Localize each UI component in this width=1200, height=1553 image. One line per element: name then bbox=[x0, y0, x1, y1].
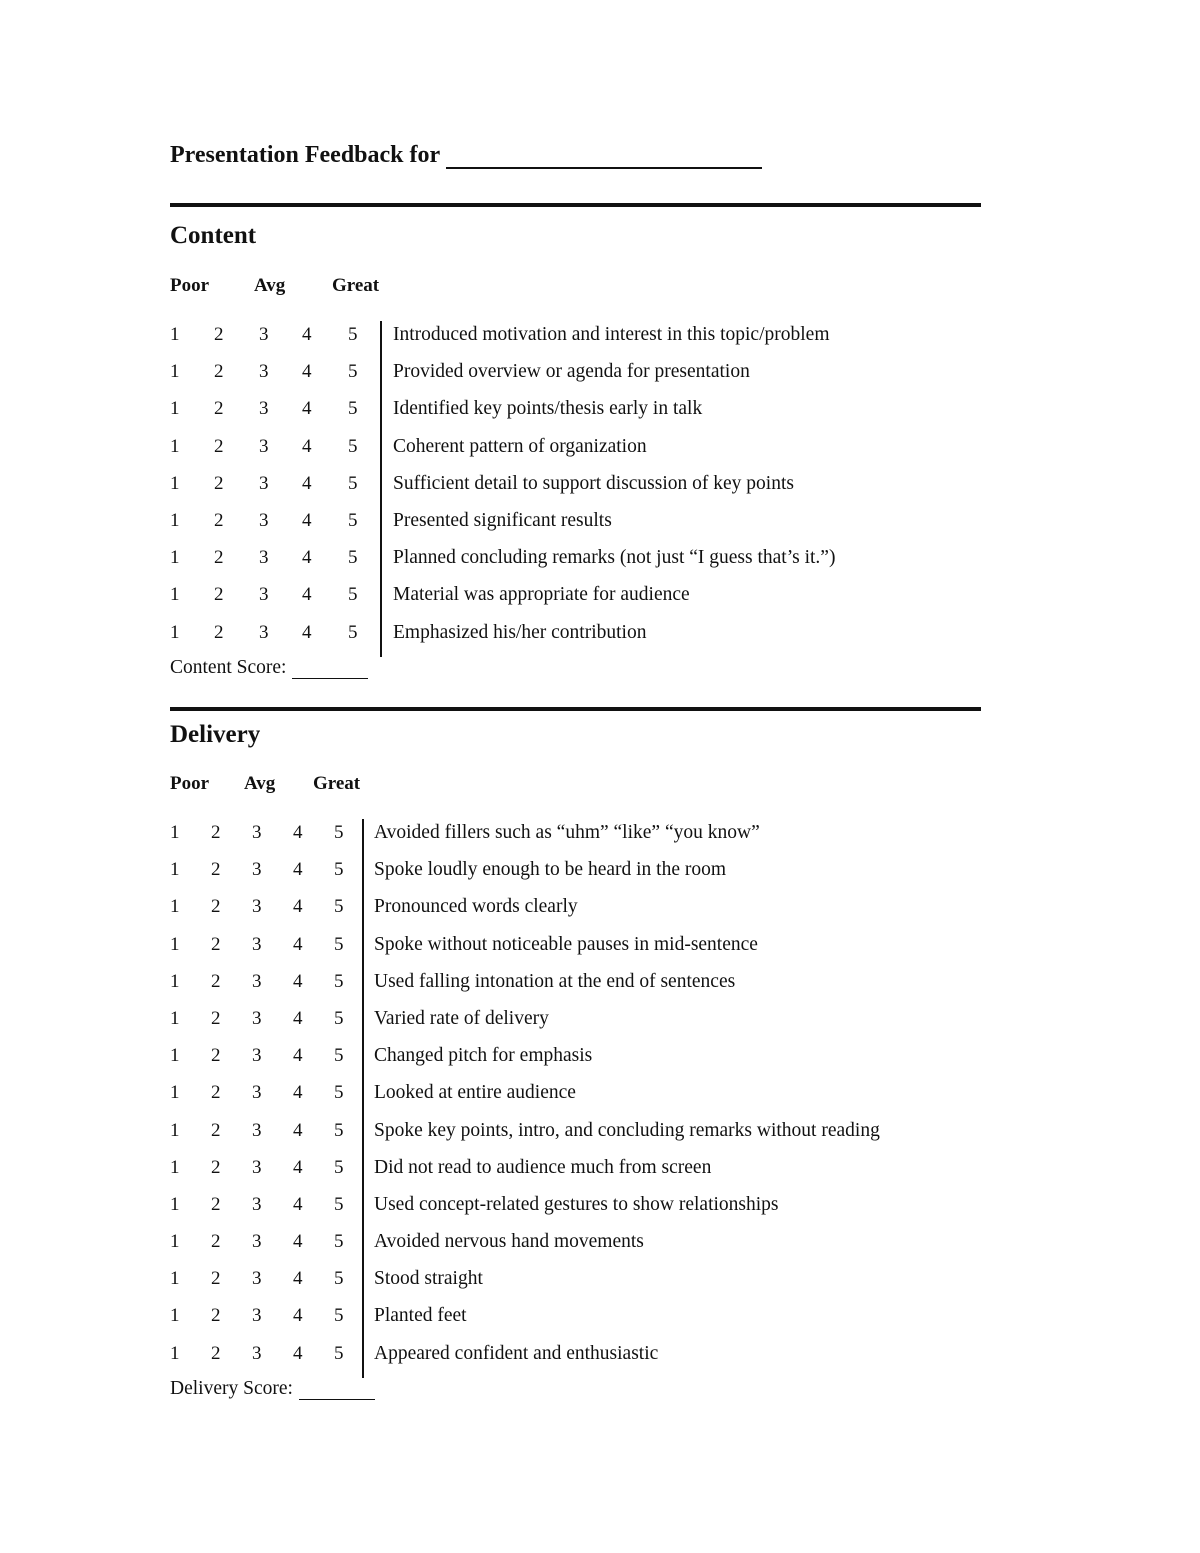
rating-option-2[interactable]: 2 bbox=[211, 933, 221, 955]
rating-option-5[interactable]: 5 bbox=[334, 1193, 344, 1215]
criterion-label: Coherent pattern of organization bbox=[393, 435, 647, 457]
rating-option-3[interactable]: 3 bbox=[252, 933, 262, 955]
rating-option-3[interactable]: 3 bbox=[252, 1305, 262, 1327]
row-divider bbox=[362, 856, 364, 894]
rating-option-1[interactable]: 1 bbox=[170, 472, 180, 494]
rating-option-5[interactable]: 5 bbox=[334, 1305, 344, 1327]
rating-option-1[interactable]: 1 bbox=[170, 1305, 180, 1327]
row-divider bbox=[362, 931, 364, 969]
rating-option-5[interactable]: 5 bbox=[348, 361, 358, 383]
rating-option-3[interactable]: 3 bbox=[252, 1342, 262, 1364]
rating-option-1[interactable]: 1 bbox=[170, 1045, 180, 1067]
rating-option-3[interactable]: 3 bbox=[259, 398, 269, 420]
criterion-label: Spoke without noticeable pauses in mid-sentence bbox=[374, 933, 758, 955]
page-title bbox=[170, 142, 762, 169]
rating-option-1[interactable]: 1 bbox=[170, 324, 180, 345]
rating-option-1[interactable]: 1 bbox=[170, 822, 180, 843]
rating-option-1[interactable]: 1 bbox=[170, 1156, 180, 1178]
rating-option-2[interactable]: 2 bbox=[214, 361, 224, 383]
row-divider bbox=[362, 1340, 364, 1378]
rating-option-2[interactable]: 2 bbox=[211, 1193, 221, 1215]
rating-option-4[interactable]: 4 bbox=[293, 1156, 303, 1178]
rating-option-3[interactable]: 3 bbox=[252, 1268, 262, 1290]
row-divider bbox=[362, 1005, 364, 1043]
rating-option-5[interactable]: 5 bbox=[348, 398, 358, 420]
scale-label-great: Great bbox=[332, 275, 380, 296]
rating-option-2[interactable]: 2 bbox=[211, 822, 221, 843]
row-divider bbox=[380, 581, 382, 619]
row-divider bbox=[380, 358, 382, 396]
row-divider bbox=[362, 1154, 364, 1192]
rating-option-1[interactable]: 1 bbox=[170, 970, 180, 992]
rating-option-3[interactable]: 3 bbox=[259, 509, 269, 531]
rating-option-1[interactable]: 1 bbox=[170, 1268, 180, 1290]
rating-option-1[interactable]: 1 bbox=[170, 1231, 180, 1253]
rating-option-5[interactable]: 5 bbox=[334, 1268, 344, 1290]
rating-option-4[interactable]: 4 bbox=[293, 933, 303, 955]
delivery-score bbox=[170, 1378, 375, 1400]
rating-option-4[interactable]: 4 bbox=[293, 1193, 303, 1215]
rating-option-3[interactable]: 3 bbox=[259, 435, 269, 457]
content-score bbox=[170, 657, 368, 679]
rating-option-5[interactable]: 5 bbox=[334, 1119, 344, 1141]
row-divider bbox=[362, 1117, 364, 1155]
rating-option-5[interactable]: 5 bbox=[348, 472, 358, 494]
criterion-label: Changed pitch for emphasis bbox=[374, 1045, 593, 1067]
criterion-label: Spoke loudly enough to be heard in the room bbox=[374, 859, 727, 881]
scale-label-poor: Poor bbox=[170, 275, 210, 296]
rating-option-2[interactable]: 2 bbox=[211, 1045, 221, 1067]
rating-option-5[interactable]: 5 bbox=[348, 621, 358, 643]
rating-option-5[interactable]: 5 bbox=[348, 509, 358, 531]
scale-label-avg: Avg bbox=[254, 275, 286, 296]
presenter-name-blank[interactable] bbox=[446, 145, 762, 169]
rating-option-2[interactable]: 2 bbox=[211, 859, 221, 881]
rating-option-4[interactable]: 4 bbox=[293, 1342, 303, 1364]
rating-option-4[interactable]: 4 bbox=[302, 398, 312, 420]
criterion-label: Introduced motivation and interest in this topic/problem bbox=[393, 324, 830, 345]
row-divider bbox=[362, 1265, 364, 1303]
criterion-label: Varied rate of delivery bbox=[374, 1007, 549, 1029]
rating-option-5[interactable]: 5 bbox=[348, 584, 358, 606]
criterion-label: Looked at entire audience bbox=[374, 1082, 576, 1104]
row-divider bbox=[380, 507, 382, 545]
rating-option-2[interactable]: 2 bbox=[214, 621, 224, 643]
criterion-label: Spoke key points, intro, and concluding remarks without reading bbox=[374, 1119, 880, 1141]
criterion-label: Stood straight bbox=[374, 1268, 483, 1290]
rating-option-2[interactable]: 2 bbox=[214, 398, 224, 420]
rating-option-5[interactable]: 5 bbox=[334, 1342, 344, 1364]
criterion-label: Avoided nervous hand movements bbox=[374, 1231, 644, 1253]
rating-option-3[interactable]: 3 bbox=[252, 1193, 262, 1215]
rating-option-2[interactable]: 2 bbox=[211, 1156, 221, 1178]
row-divider bbox=[362, 1042, 364, 1080]
rating-option-5[interactable]: 5 bbox=[334, 933, 344, 955]
rating-option-2[interactable]: 2 bbox=[211, 1268, 221, 1290]
rating-option-4[interactable]: 4 bbox=[302, 435, 312, 457]
rating-option-5[interactable]: 5 bbox=[348, 435, 358, 457]
scale-label-poor: Poor bbox=[170, 773, 210, 794]
rating-option-1[interactable]: 1 bbox=[170, 1119, 180, 1141]
criterion-label: Material was appropriate for audience bbox=[393, 584, 690, 606]
criterion-label: Presented significant results bbox=[393, 509, 612, 531]
rating-option-4[interactable]: 4 bbox=[293, 1305, 303, 1327]
rating-option-3[interactable]: 3 bbox=[252, 1119, 262, 1141]
row-divider bbox=[380, 395, 382, 433]
rating-option-1[interactable]: 1 bbox=[170, 361, 180, 383]
rating-option-5[interactable]: 5 bbox=[334, 1045, 344, 1067]
rating-option-1[interactable]: 1 bbox=[170, 896, 180, 918]
rating-option-4[interactable]: 4 bbox=[293, 822, 303, 843]
page-title-text: Presentation Feedback for bbox=[170, 142, 441, 168]
rating-option-4[interactable]: 4 bbox=[293, 859, 303, 881]
rating-option-3[interactable]: 3 bbox=[259, 361, 269, 383]
rating-option-5[interactable]: 5 bbox=[334, 859, 344, 881]
row-divider bbox=[362, 968, 364, 1006]
rating-option-5[interactable]: 5 bbox=[334, 1082, 344, 1104]
criterion-label: Appeared confident and enthusiastic bbox=[374, 1342, 659, 1364]
rating-option-4[interactable]: 4 bbox=[302, 361, 312, 383]
criterion-label: Provided overview or agenda for presentation bbox=[393, 361, 750, 383]
criterion-label: Used concept-related gestures to show relationships bbox=[374, 1193, 779, 1215]
scale-label-great: Great bbox=[313, 773, 361, 794]
rating-option-5[interactable]: 5 bbox=[334, 896, 344, 918]
rating-option-4[interactable]: 4 bbox=[302, 472, 312, 494]
rating-option-5[interactable]: 5 bbox=[334, 822, 344, 843]
row-divider bbox=[362, 893, 364, 931]
rating-option-3[interactable]: 3 bbox=[252, 1082, 262, 1104]
section-heading-content: Content bbox=[170, 222, 257, 249]
row-divider bbox=[380, 544, 382, 582]
row-divider bbox=[362, 1079, 364, 1117]
delivery-score-label: Delivery Score: bbox=[170, 1378, 293, 1399]
criterion-label: Avoided fillers such as “uhm” “like” “you know” bbox=[374, 822, 760, 843]
rating-option-3[interactable]: 3 bbox=[252, 970, 262, 992]
rating-option-2[interactable]: 2 bbox=[211, 896, 221, 918]
rating-option-5[interactable]: 5 bbox=[334, 1231, 344, 1253]
scale-label-avg: Avg bbox=[244, 773, 276, 794]
criterion-label: Emphasized his/her contribution bbox=[393, 621, 647, 643]
rating-option-3[interactable]: 3 bbox=[252, 1231, 262, 1253]
rating-option-2[interactable]: 2 bbox=[211, 1007, 221, 1029]
criterion-label: Did not read to audience much from screen bbox=[374, 1156, 712, 1178]
rating-option-2[interactable]: 2 bbox=[214, 472, 224, 494]
content-score-label: Content Score: bbox=[170, 657, 287, 678]
row-divider bbox=[362, 1302, 364, 1340]
criterion-label: Pronounced words clearly bbox=[374, 896, 578, 918]
rating-option-1[interactable]: 1 bbox=[170, 859, 180, 881]
rating-option-5[interactable]: 5 bbox=[334, 970, 344, 992]
row-divider bbox=[380, 433, 382, 471]
rating-option-2[interactable]: 2 bbox=[211, 1119, 221, 1141]
rating-option-3[interactable]: 3 bbox=[259, 621, 269, 643]
rating-option-2[interactable]: 2 bbox=[211, 970, 221, 992]
rating-option-2[interactable]: 2 bbox=[214, 324, 224, 345]
rating-option-4[interactable]: 4 bbox=[293, 1045, 303, 1067]
rating-option-4[interactable]: 4 bbox=[293, 1268, 303, 1290]
rating-option-1[interactable]: 1 bbox=[170, 584, 180, 606]
rating-option-5[interactable]: 5 bbox=[348, 547, 358, 569]
rating-option-3[interactable]: 3 bbox=[252, 1156, 262, 1178]
row-divider bbox=[380, 321, 382, 359]
rating-option-4[interactable]: 4 bbox=[293, 1082, 303, 1104]
rating-option-4[interactable]: 4 bbox=[302, 509, 312, 531]
delivery-score-blank[interactable] bbox=[299, 1381, 375, 1400]
criterion-label: Planned concluding remarks (not just “I guess that’s it.”) bbox=[393, 547, 836, 569]
section-heading-delivery: Delivery bbox=[170, 721, 261, 748]
rating-option-2[interactable]: 2 bbox=[214, 435, 224, 457]
rating-option-4[interactable]: 4 bbox=[293, 1007, 303, 1029]
content-score-blank[interactable] bbox=[292, 660, 368, 679]
rating-option-1[interactable]: 1 bbox=[170, 621, 180, 643]
rating-option-1[interactable]: 1 bbox=[170, 933, 180, 955]
rating-option-4[interactable]: 4 bbox=[302, 584, 312, 606]
rating-option-2[interactable]: 2 bbox=[214, 547, 224, 569]
rating-option-1[interactable]: 1 bbox=[170, 547, 180, 569]
rating-option-3[interactable]: 3 bbox=[259, 584, 269, 606]
rating-option-2[interactable]: 2 bbox=[211, 1082, 221, 1104]
rating-option-4[interactable]: 4 bbox=[302, 324, 312, 345]
rating-option-1[interactable]: 1 bbox=[170, 509, 180, 531]
rating-option-1[interactable]: 1 bbox=[170, 1007, 180, 1029]
row-divider bbox=[380, 619, 382, 657]
rating-option-5[interactable]: 5 bbox=[334, 1007, 344, 1029]
criterion-label: Used falling intonation at the end of sentences bbox=[374, 970, 736, 992]
rating-option-4[interactable]: 4 bbox=[293, 1231, 303, 1253]
row-divider bbox=[380, 470, 382, 508]
rating-option-1[interactable]: 1 bbox=[170, 1082, 180, 1104]
rating-option-3[interactable]: 3 bbox=[259, 547, 269, 569]
rating-option-1[interactable]: 1 bbox=[170, 435, 180, 457]
rating-option-3[interactable]: 3 bbox=[259, 324, 269, 345]
rating-option-4[interactable]: 4 bbox=[302, 547, 312, 569]
rating-option-4[interactable]: 4 bbox=[293, 970, 303, 992]
rating-option-4[interactable]: 4 bbox=[293, 1119, 303, 1141]
rating-option-2[interactable]: 2 bbox=[211, 1342, 221, 1364]
rating-option-3[interactable]: 3 bbox=[259, 472, 269, 494]
row-divider bbox=[362, 1191, 364, 1229]
rating-option-3[interactable]: 3 bbox=[252, 896, 262, 918]
rating-option-1[interactable]: 1 bbox=[170, 1193, 180, 1215]
rating-option-1[interactable]: 1 bbox=[170, 398, 180, 420]
rating-option-2[interactable]: 2 bbox=[214, 584, 224, 606]
rating-option-4[interactable]: 4 bbox=[302, 621, 312, 643]
section-divider-delivery bbox=[170, 707, 981, 711]
rating-option-5[interactable]: 5 bbox=[334, 1156, 344, 1178]
rating-option-5[interactable]: 5 bbox=[348, 324, 358, 345]
criterion-label: Sufficient detail to support discussion of key points bbox=[393, 472, 794, 494]
rating-option-2[interactable]: 2 bbox=[214, 509, 224, 531]
rating-option-1[interactable]: 1 bbox=[170, 1342, 180, 1364]
section-divider-content bbox=[170, 203, 981, 207]
rating-option-3[interactable]: 3 bbox=[252, 859, 262, 881]
criterion-label: Planted feet bbox=[374, 1305, 467, 1327]
criterion-label: Identified key points/thesis early in talk bbox=[393, 398, 703, 420]
rating-option-4[interactable]: 4 bbox=[293, 896, 303, 918]
rating-option-3[interactable]: 3 bbox=[252, 822, 262, 843]
rating-option-3[interactable]: 3 bbox=[252, 1007, 262, 1029]
row-divider bbox=[362, 1228, 364, 1266]
rating-option-2[interactable]: 2 bbox=[211, 1305, 221, 1327]
rating-option-3[interactable]: 3 bbox=[252, 1045, 262, 1067]
rating-option-2[interactable]: 2 bbox=[211, 1231, 221, 1253]
row-divider bbox=[362, 819, 364, 857]
